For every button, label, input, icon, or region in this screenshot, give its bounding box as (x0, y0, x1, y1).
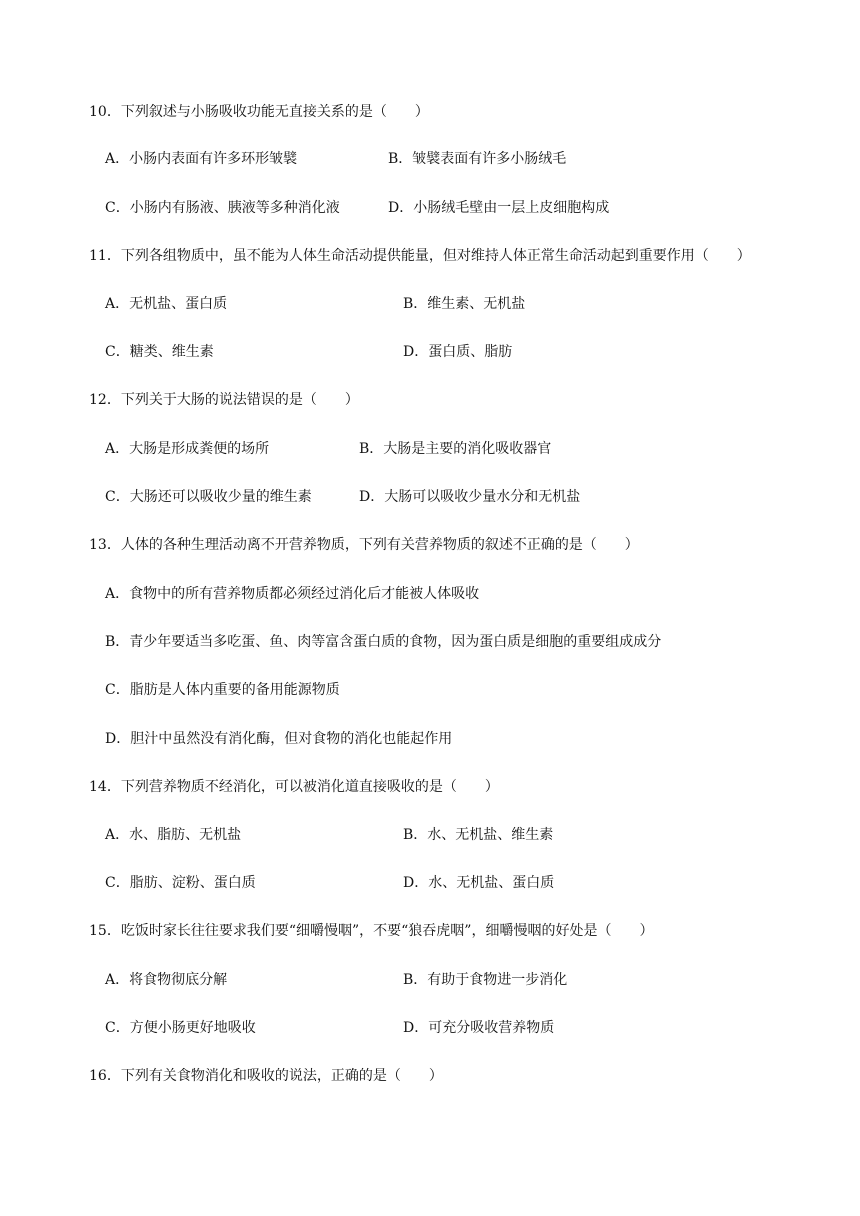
question-15-option-a: A．将食物彻底分解 (105, 972, 228, 988)
question-16-stem: 16．下列有关食物消化和吸收的说法，正确的是（ ） (89, 1068, 443, 1084)
question-13-stem: 13．人体的各种生理活动离不开营养物质，下列有关营养物质的叙述不正确的是（ ） (89, 537, 639, 553)
question-14-option-c: C．脂肪、淀粉、蛋白质 (105, 875, 256, 891)
question-11-option-a: A．无机盐、蛋白质 (105, 296, 228, 312)
question-12-option-d: D．大肠可以吸收少量水分和无机盐 (359, 489, 581, 505)
question-14-stem: 14．下列营养物质不经消化，可以被消化道直接吸收的是（ ） (89, 779, 499, 795)
question-15-option-d: D．可充分吸收营养物质 (403, 1020, 555, 1036)
question-12-option-c: C．大肠还可以吸收少量的维生素 (105, 489, 312, 505)
question-10-option-a: A．小肠内表面有许多环形皱襞 (105, 151, 298, 167)
question-10-option-d: D．小肠绒毛壁由一层上皮细胞构成 (388, 200, 610, 216)
question-12-stem: 12．下列关于大肠的说法错误的是（ ） (89, 392, 359, 408)
question-10-option-c: C．小肠内有肠液、胰液等多种消化液 (105, 200, 340, 216)
question-15-stem: 15．吃饭时家长往往要求我们要“细嚼慢咽”，不要“狼吞虎咽”，细嚼慢咽的好处是（ ） (89, 923, 654, 939)
question-11-option-c: C．糖类、维生素 (105, 344, 214, 360)
question-10-stem: 10．下列叙述与小肠吸收功能无直接关系的是（ ） (89, 104, 429, 120)
question-13-option-a: A．食物中的所有营养物质都必须经过消化后才能被人体吸收 (105, 586, 480, 602)
question-11-option-d: D．蛋白质、脂肪 (403, 344, 513, 360)
question-13-option-d: D．胆汁中虽然没有消化酶，但对食物的消化也能起作用 (105, 731, 453, 747)
question-15-option-b: B．有助于食物进一步消化 (403, 972, 568, 988)
question-14-option-a: A．水、脂肪、无机盐 (105, 827, 242, 843)
question-11-option-b: B．维生素、无机盐 (403, 296, 526, 312)
question-10-option-b: B．皱襞表面有许多小肠绒毛 (388, 151, 567, 167)
question-13-option-b: B．青少年要适当多吃蛋、鱼、肉等富含蛋白质的食物，因为蛋白质是细胞的重要组成成分 (105, 634, 662, 650)
question-14-option-b: B．水、无机盐、维生素 (403, 827, 554, 843)
question-12-option-a: A．大肠是形成粪便的场所 (105, 441, 270, 457)
question-11-stem: 11．下列各组物质中，虽不能为人体生命活动提供能量，但对维持人体正常生命活动起到重要作用（ ） (89, 248, 751, 264)
question-13-option-c: C．脂肪是人体内重要的备用能源物质 (105, 682, 340, 698)
question-12-option-b: B．大肠是主要的消化吸收器官 (359, 441, 552, 457)
question-15-option-c: C．方便小肠更好地吸收 (105, 1020, 256, 1036)
question-14-option-d: D．水、无机盐、蛋白质 (403, 875, 555, 891)
